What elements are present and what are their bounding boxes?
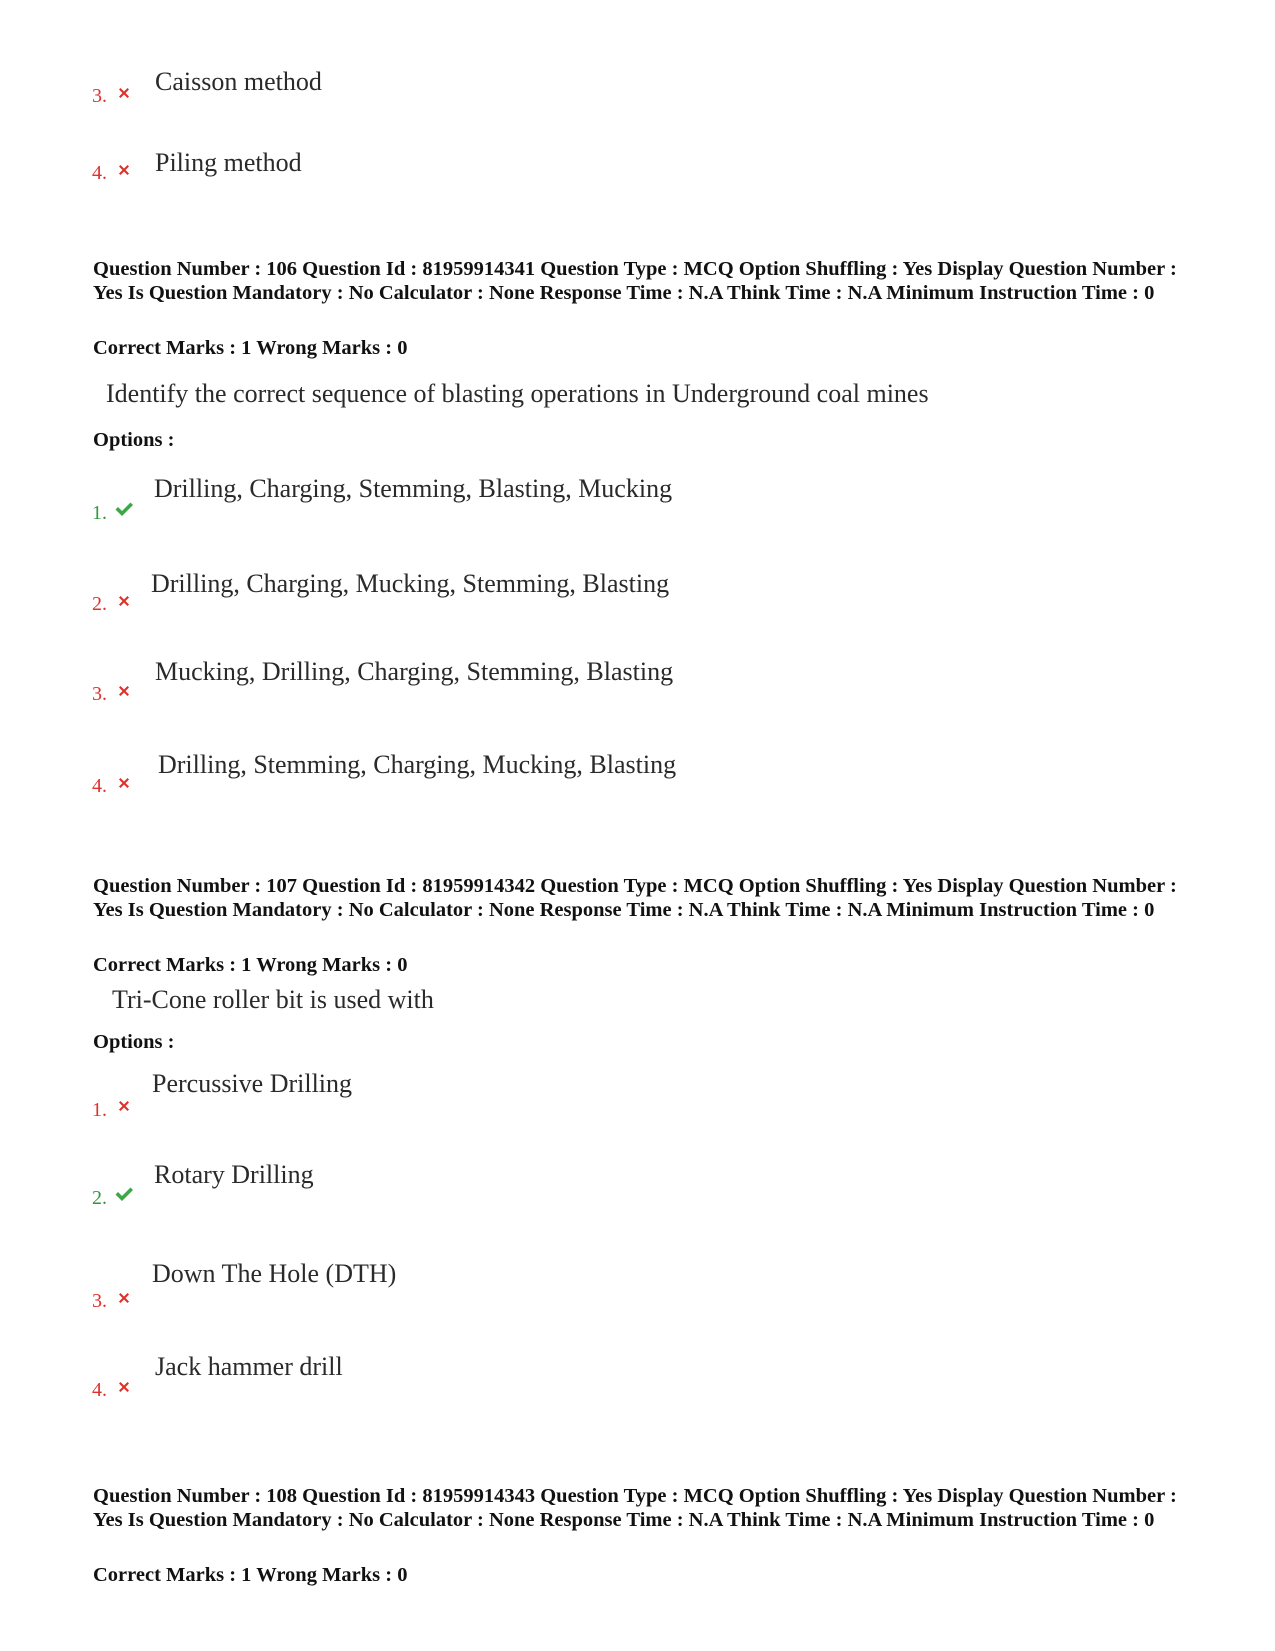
wrong-cross-icon [116, 1290, 132, 1306]
question-meta: Question Number : 106 Question Id : 81959914341 Question Type : MCQ Option Shuffling : Yes Display Question Number : Yes Is Question Mandatory : No Calculator : None Response Time : N.A Think Time : N.A Minimum Instruction Time : 0 [93, 258, 1177, 304]
correct-check-icon [114, 1186, 134, 1202]
question-meta: Question Number : 108 Question Id : 81959914343 Question Type : MCQ Option Shuffling : Yes Display Question Number : Yes Is Question Mandatory : No Calculator : None Response Time : N.A Think Time : N.A Minimum Instruction Time : 0 [93, 1485, 1177, 1531]
correct-check-icon [114, 501, 134, 517]
option-number: 2. [92, 1187, 107, 1209]
option-number: 3. [92, 683, 107, 705]
options-label: Options : [93, 1031, 175, 1053]
wrong-cross-icon [116, 775, 132, 791]
question-marks: Correct Marks : 1 Wrong Marks : 0 [93, 1564, 408, 1586]
options-label: Options : [93, 429, 175, 451]
option-number: 1. [92, 1099, 107, 1121]
wrong-cross-icon [116, 1379, 132, 1395]
option-number: 4. [92, 1379, 107, 1401]
option-text: Down The Hole (DTH) [152, 1259, 397, 1288]
option-number: 1. [92, 502, 107, 524]
wrong-cross-icon [116, 683, 132, 699]
option-text: Piling method [155, 148, 302, 177]
option-text: Drilling, Charging, Stemming, Blasting, Mucking [154, 474, 673, 503]
wrong-cross-icon [116, 85, 132, 101]
question-stem: Identify the correct sequence of blasting operations in Underground coal mines [106, 379, 929, 408]
option-text: Caisson method [155, 67, 322, 96]
wrong-cross-icon [116, 1098, 132, 1114]
wrong-cross-icon [116, 593, 132, 609]
option-number: 4. [92, 162, 107, 184]
option-number: 3. [92, 85, 107, 107]
wrong-cross-icon [116, 162, 132, 178]
option-number: 2. [92, 593, 107, 615]
question-stem: Tri-Cone roller bit is used with [112, 985, 434, 1014]
option-text: Rotary Drilling [154, 1160, 314, 1189]
option-text: Mucking, Drilling, Charging, Stemming, Blasting [155, 657, 674, 686]
question-marks: Correct Marks : 1 Wrong Marks : 0 [93, 954, 408, 976]
question-marks: Correct Marks : 1 Wrong Marks : 0 [93, 337, 408, 359]
option-text: Percussive Drilling [152, 1069, 353, 1098]
option-number: 4. [92, 775, 107, 797]
option-number: 3. [92, 1290, 107, 1312]
question-meta: Question Number : 107 Question Id : 81959914342 Question Type : MCQ Option Shuffling : Yes Display Question Number : Yes Is Question Mandatory : No Calculator : None Response Time : N.A Think Time : N.A Minimum Instruction Time : 0 [93, 875, 1177, 921]
option-text: Jack hammer drill [155, 1352, 343, 1381]
option-text: Drilling, Charging, Mucking, Stemming, Blasting [151, 569, 670, 598]
option-text: Drilling, Stemming, Charging, Mucking, Blasting [158, 750, 677, 779]
